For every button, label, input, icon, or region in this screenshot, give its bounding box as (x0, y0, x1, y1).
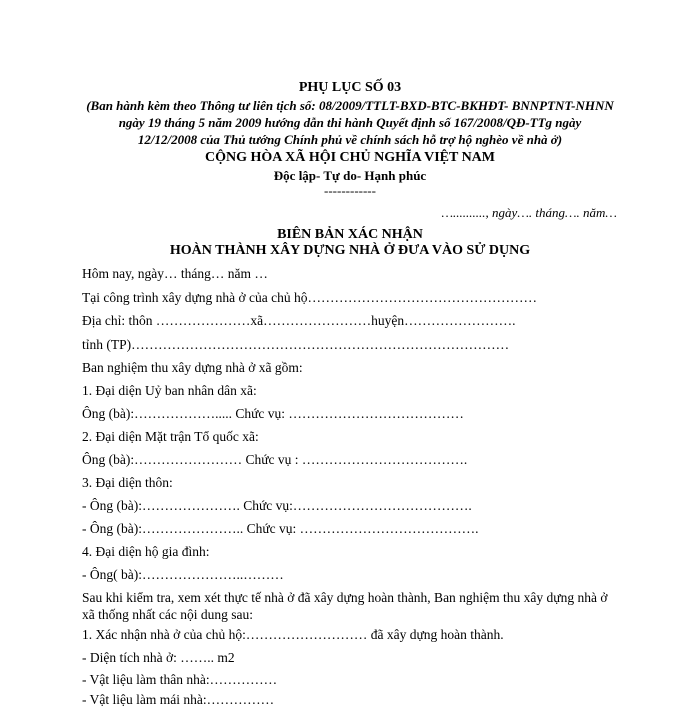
legal-note-line: (Ban hành kèm theo Thông tư liên tịch số: 08/2009/TTLT-BXD-BTC-BKHĐT- BNNPTNT-NHNN (86, 98, 614, 113)
body-line: xã thống nhất các nội dung sau: (82, 607, 253, 622)
body-line: - Diện tích nhà ở: …….. m2 (82, 650, 235, 665)
body-line: - Ông( bà):…………………..……… (82, 567, 284, 582)
body-line: Ông (bà):…………………… Chức vụ : ………………………………. (82, 452, 468, 467)
body-line: Địa chỉ: thôn …………………xã……………………huyện……………………. (82, 313, 516, 328)
body-line: Ban nghiệm thu xây dựng nhà ở xã gồm: (82, 360, 303, 375)
body-line: - Ông (bà):…………………. Chức vụ:…………………………………. (82, 498, 472, 513)
body-line: tỉnh (TP)………………………………………………………………………… (82, 337, 510, 352)
divider-dashes: ------------ (324, 183, 376, 198)
body-line: - Vật liệu làm mái nhà:…………… (82, 692, 275, 707)
appendix-title: PHỤ LỤC SỐ 03 (298, 80, 402, 95)
body-line: Ông (bà):………………..... Chức vụ: ………………………………… (82, 406, 464, 421)
national-motto: Độc lập- Tự do- Hạnh phúc (273, 168, 427, 183)
body-line: Tại công trình xây dựng nhà ở của chủ hộ…………………………………………… (82, 290, 538, 305)
body-line: - Vật liệu làm thân nhà:…………… (82, 672, 278, 687)
national-title: CỘNG HÒA XÃ HỘI CHỦ NGHĨA VIỆT NAM (204, 150, 495, 165)
legal-note-line: 12/12/2008 của Thủ tướng Chính phủ về chính sách hỗ trợ hộ nghèo về nhà ở) (137, 132, 563, 147)
body-line: - Ông (bà):………………….. Chức vụ: …………………………………. (82, 521, 479, 536)
body-line: 2. Đại diện Mặt trận Tổ quốc xã: (82, 429, 259, 444)
legal-note-line: ngày 19 tháng 5 năm 2009 hướng dẫn thi hành Quyết định số 167/2008/QĐ-TTg ngày (118, 115, 582, 130)
document-title: BIÊN BẢN XÁC NHẬN (277, 227, 423, 242)
body-line: 1. Xác nhận nhà ở của chủ hộ:……………………… đã xây dựng hoàn thành. (82, 627, 504, 642)
body-line: 4. Đại diện hộ gia đình: (82, 544, 210, 559)
document-subtitle: HOÀN THÀNH XÂY DỰNG NHÀ Ở ĐƯA VÀO SỬ DỤNG (169, 243, 531, 258)
body-line: 1. Đại diện Uỷ ban nhân dân xã: (82, 383, 257, 398)
body-line: 3. Đại diện thôn: (82, 475, 173, 490)
body-line: Sau khi kiểm tra, xem xét thực tế nhà ở đã xây dựng hoàn thành, Ban nghiệm thu xây dựng nhà ở (82, 590, 608, 605)
date-line: ….........., ngày…. tháng…. năm… (441, 205, 617, 220)
body-line: Hôm nay, ngày… tháng… năm … (82, 266, 268, 281)
